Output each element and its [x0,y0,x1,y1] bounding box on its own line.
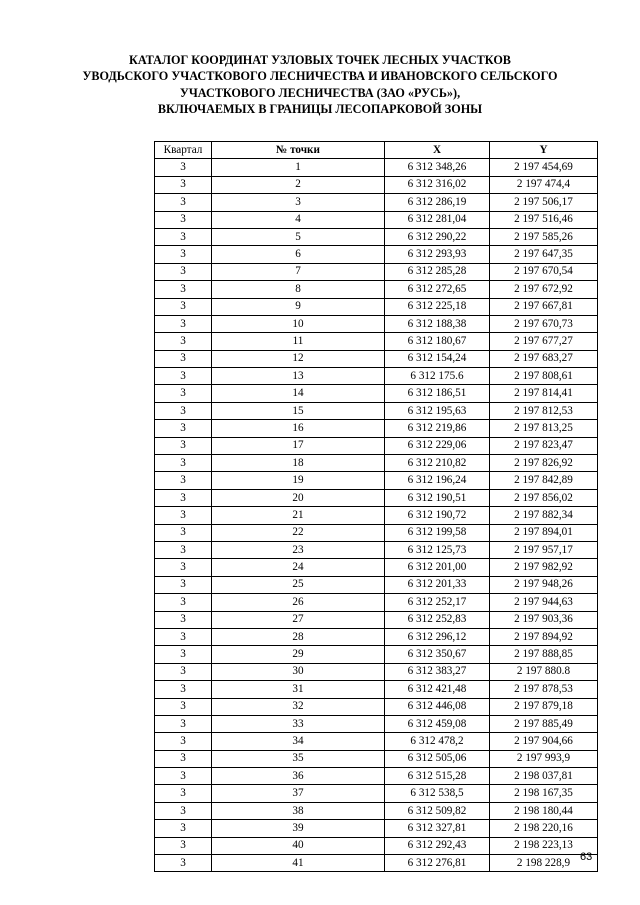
table-row [155,350,598,367]
cell-x: 6 312 180,67 [385,333,490,350]
cell-point-number: 26 [212,594,385,611]
cell-kvartal: 3 [155,541,212,558]
cell-point-number: 31 [212,681,385,698]
cell-x: 6 312 509,82 [385,802,490,819]
title-line: ВКЛЮЧАЕМЫХ В ГРАНИЦЫ ЛЕСОПАРКОВОЙ ЗОНЫ [157,101,483,116]
cell-point-number: 8 [212,281,385,298]
cell-point-number: 24 [212,559,385,576]
cell-y: 2 198 180,44 [490,802,598,819]
cell-x: 6 312 281,04 [385,211,490,228]
page-number: 63 [580,851,593,863]
cell-kvartal: 3 [155,802,212,819]
cell-point-number: 3 [212,194,385,211]
cell-kvartal: 3 [155,472,212,489]
cell-kvartal: 3 [155,559,212,576]
header-point-number: № точки [212,142,385,159]
cell-kvartal: 3 [155,715,212,732]
cell-y: 2 198 228,9 [490,855,598,872]
table-row [155,646,598,663]
cell-y: 2 197 880.8 [490,663,598,680]
cell-y: 2 197 672,92 [490,281,598,298]
cell-y: 2 198 220,16 [490,820,598,837]
cell-point-number: 30 [212,663,385,680]
table-row [155,559,598,576]
cell-x: 6 312 285,28 [385,263,490,280]
cell-kvartal: 3 [155,820,212,837]
cell-point-number: 37 [212,785,385,802]
table-row [155,489,598,506]
cell-y: 2 197 894,01 [490,524,598,541]
table-row [155,594,598,611]
table-row [155,820,598,837]
cell-x: 6 312 186,51 [385,385,490,402]
cell-y: 2 197 826,92 [490,455,598,472]
cell-point-number: 22 [212,524,385,541]
cell-point-number: 29 [212,646,385,663]
cell-point-number: 12 [212,350,385,367]
cell-kvartal: 3 [155,628,212,645]
cell-x: 6 312 225,18 [385,298,490,315]
cell-point-number: 10 [212,315,385,332]
cell-x: 6 312 175.6 [385,368,490,385]
cell-x: 6 312 199,58 [385,524,490,541]
cell-x: 6 312 188,38 [385,315,490,332]
cell-kvartal: 3 [155,350,212,367]
cell-point-number: 2 [212,176,385,193]
cell-y: 2 197 454,69 [490,159,598,176]
cell-point-number: 39 [212,820,385,837]
table-row [155,455,598,472]
header-y: Y [490,142,598,159]
cell-kvartal: 3 [155,576,212,593]
cell-y: 2 197 904,66 [490,733,598,750]
cell-point-number: 11 [212,333,385,350]
cell-point-number: 13 [212,368,385,385]
cell-y: 2 197 856,02 [490,489,598,506]
table-row [155,420,598,437]
cell-point-number: 9 [212,298,385,315]
cell-y: 2 198 223,13 [490,837,598,854]
cell-x: 6 312 196,24 [385,472,490,489]
cell-kvartal: 3 [155,228,212,245]
table-row [155,524,598,541]
table-row [155,298,598,315]
cell-x: 6 312 348,26 [385,159,490,176]
table-row [155,507,598,524]
cell-x: 6 312 505,06 [385,750,490,767]
cell-kvartal: 3 [155,298,212,315]
cell-point-number: 41 [212,855,385,872]
cell-y: 2 198 037,81 [490,768,598,785]
cell-point-number: 1 [212,159,385,176]
table-row [155,663,598,680]
cell-kvartal: 3 [155,281,212,298]
cell-kvartal: 3 [155,246,212,263]
cell-kvartal: 3 [155,368,212,385]
table-row [155,611,598,628]
table-row [155,681,598,698]
table-row [155,368,598,385]
cell-y: 2 197 948,26 [490,576,598,593]
cell-y: 2 197 814,41 [490,385,598,402]
cell-kvartal: 3 [155,646,212,663]
cell-x: 6 312 316,02 [385,176,490,193]
cell-x: 6 312 292,43 [385,837,490,854]
cell-y: 2 197 667,81 [490,298,598,315]
cell-point-number: 17 [212,437,385,454]
cell-kvartal: 3 [155,437,212,454]
cell-y: 2 197 683,27 [490,350,598,367]
table-row [155,750,598,767]
table-row [155,159,598,176]
cell-point-number: 16 [212,420,385,437]
cell-y: 2 197 516,46 [490,211,598,228]
cell-x: 6 312 229,06 [385,437,490,454]
table-row [155,541,598,558]
cell-point-number: 19 [212,472,385,489]
cell-kvartal: 3 [155,420,212,437]
table-row [155,785,598,802]
cell-y: 2 197 647,35 [490,246,598,263]
cell-y: 2 197 808,61 [490,368,598,385]
cell-kvartal: 3 [155,385,212,402]
cell-y: 2 197 812,53 [490,402,598,419]
cell-point-number: 34 [212,733,385,750]
cell-y: 2 197 813,25 [490,420,598,437]
cell-x: 6 312 293,93 [385,246,490,263]
table-row [155,576,598,593]
table-row [155,263,598,280]
cell-x: 6 312 296,12 [385,628,490,645]
table-row [155,837,598,854]
cell-kvartal: 3 [155,681,212,698]
cell-point-number: 36 [212,768,385,785]
cell-y: 2 197 885,49 [490,715,598,732]
cell-kvartal: 3 [155,333,212,350]
cell-x: 6 312 276,81 [385,855,490,872]
cell-kvartal: 3 [155,507,212,524]
cell-kvartal: 3 [155,785,212,802]
cell-point-number: 14 [212,385,385,402]
table-row [155,802,598,819]
cell-point-number: 32 [212,698,385,715]
cell-x: 6 312 154,24 [385,350,490,367]
cell-x: 6 312 286,19 [385,194,490,211]
cell-kvartal: 3 [155,159,212,176]
cell-x: 6 312 421,48 [385,681,490,698]
table-row [155,281,598,298]
cell-x: 6 312 446,08 [385,698,490,715]
table-row [155,228,598,245]
cell-point-number: 15 [212,402,385,419]
cell-x: 6 312 478,2 [385,733,490,750]
table-row [155,698,598,715]
cell-x: 6 312 201,33 [385,576,490,593]
cell-y: 2 197 982,92 [490,559,598,576]
cell-y: 2 197 903,36 [490,611,598,628]
cell-point-number: 23 [212,541,385,558]
table-row [155,246,598,263]
cell-y: 2 197 894,92 [490,628,598,645]
cell-y: 2 197 944,63 [490,594,598,611]
cell-kvartal: 3 [155,594,212,611]
cell-kvartal: 3 [155,211,212,228]
cell-kvartal: 3 [155,837,212,854]
cell-x: 6 312 515,28 [385,768,490,785]
cell-point-number: 6 [212,246,385,263]
cell-x: 6 312 190,72 [385,507,490,524]
cell-x: 6 312 201,00 [385,559,490,576]
cell-y: 2 197 888,85 [490,646,598,663]
cell-x: 6 312 538,5 [385,785,490,802]
table-header-row [155,142,598,159]
cell-point-number: 7 [212,263,385,280]
cell-point-number: 18 [212,455,385,472]
table-row [155,472,598,489]
cell-kvartal: 3 [155,663,212,680]
table-row [155,333,598,350]
cell-kvartal: 3 [155,733,212,750]
cell-x: 6 312 272,65 [385,281,490,298]
cell-y: 2 197 879,18 [490,698,598,715]
cell-x: 6 312 327,81 [385,820,490,837]
cell-kvartal: 3 [155,455,212,472]
cell-kvartal: 3 [155,698,212,715]
cell-kvartal: 3 [155,176,212,193]
cell-y: 2 198 167,35 [490,785,598,802]
table-row [155,194,598,211]
coordinates-table [154,141,598,872]
table-row [155,715,598,732]
table-row [155,176,598,193]
cell-kvartal: 3 [155,263,212,280]
cell-x: 6 312 195,63 [385,402,490,419]
cell-x: 6 312 290,22 [385,228,490,245]
cell-y: 2 197 585,26 [490,228,598,245]
table-row [155,402,598,419]
cell-x: 6 312 252,83 [385,611,490,628]
cell-kvartal: 3 [155,855,212,872]
document-title [60,52,580,117]
table-body [155,159,598,872]
table-row [155,385,598,402]
title-line: КАТАЛОГ КООРДИНАТ УЗЛОВЫХ ТОЧЕК ЛЕСНЫХ УЧАСТКОВ [129,53,511,67]
title-line: УВОДЬСКОГО УЧАСТКОВОГО ЛЕСНИЧЕСТВА И ИВАНОВСКОГО СЕЛЬСКОГО [82,69,558,84]
cell-y: 2 197 823,47 [490,437,598,454]
header-kvartal: Квартал [155,142,212,159]
cell-y: 2 197 474,4 [490,176,598,193]
table-row [155,768,598,785]
title-line: УЧАСТКОВОГО ЛЕСНИЧЕСТВА (ЗАО «РУСЬ»), [179,85,461,100]
cell-y: 2 197 842,89 [490,472,598,489]
table-row [155,733,598,750]
cell-kvartal: 3 [155,750,212,767]
cell-point-number: 35 [212,750,385,767]
table-row [155,211,598,228]
cell-point-number: 28 [212,628,385,645]
cell-kvartal: 3 [155,768,212,785]
cell-x: 6 312 190,51 [385,489,490,506]
cell-point-number: 4 [212,211,385,228]
cell-kvartal: 3 [155,194,212,211]
cell-y: 2 197 882,34 [490,507,598,524]
cell-x: 6 312 459,08 [385,715,490,732]
cell-point-number: 33 [212,715,385,732]
cell-kvartal: 3 [155,489,212,506]
table-row [155,437,598,454]
cell-point-number: 40 [212,837,385,854]
table-row [155,628,598,645]
cell-point-number: 27 [212,611,385,628]
cell-y: 2 197 670,73 [490,315,598,332]
header-x: X [385,142,490,159]
cell-y: 2 197 993,9 [490,750,598,767]
cell-kvartal: 3 [155,611,212,628]
cell-point-number: 5 [212,228,385,245]
cell-kvartal: 3 [155,524,212,541]
cell-kvartal: 3 [155,315,212,332]
cell-x: 6 312 125,73 [385,541,490,558]
cell-y: 2 197 506,17 [490,194,598,211]
table-row [155,315,598,332]
cell-point-number: 21 [212,507,385,524]
cell-point-number: 38 [212,802,385,819]
cell-x: 6 312 219,86 [385,420,490,437]
table-row [155,855,598,872]
cell-y: 2 197 957,17 [490,541,598,558]
cell-y: 2 197 878,53 [490,681,598,698]
cell-y: 2 197 670,54 [490,263,598,280]
cell-x: 6 312 210,82 [385,455,490,472]
cell-point-number: 25 [212,576,385,593]
cell-point-number: 20 [212,489,385,506]
cell-x: 6 312 350,67 [385,646,490,663]
cell-kvartal: 3 [155,402,212,419]
cell-y: 2 197 677,27 [490,333,598,350]
cell-x: 6 312 252,17 [385,594,490,611]
cell-x: 6 312 383,27 [385,663,490,680]
